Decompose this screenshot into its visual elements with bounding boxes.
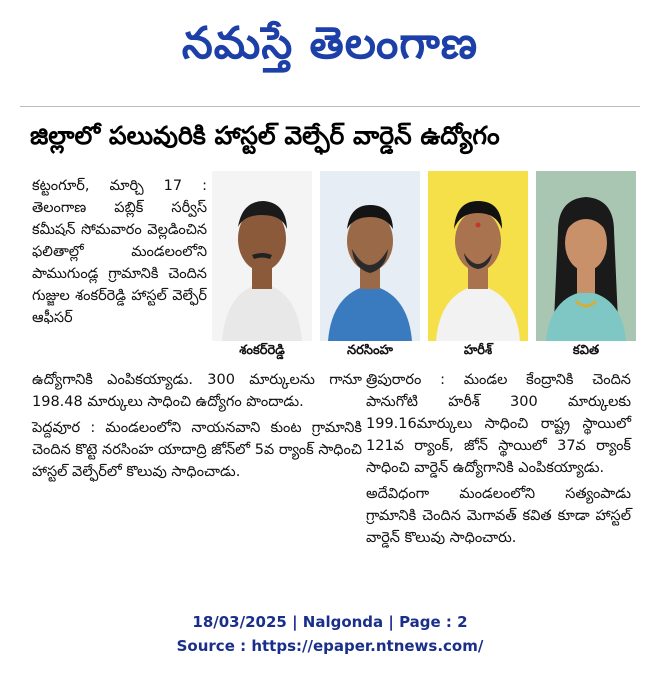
caption-shankar-reddy: శంకర్‌రెడ్డి xyxy=(239,343,285,358)
photo-kavitha xyxy=(536,171,636,341)
masthead xyxy=(0,0,660,98)
right-column xyxy=(366,369,631,553)
portrait-3 xyxy=(428,171,528,341)
caption-narasimha: నరసింహ xyxy=(347,343,393,358)
shankar-reddy-paragraph: ఉద్యోగానికి ఎంపికయ్యాడు. 300 మార్కులను గానూ 198.48 మార్కులు సాధించి ఉద్యోగం పొందాడు. xyxy=(32,372,362,410)
source-footer xyxy=(0,610,660,658)
news-clipping xyxy=(20,106,640,601)
kavitha-paragraph: అదేవిధంగా మండలంలోని సత్యంపాడు గ్రామానికి చెందిన మెగావత్ కవిత కూడా హాస్టల్ వార్డెన్ కొలువు సాధించారు. xyxy=(366,486,631,546)
footer-source-line: Source : https://epaper.ntnews.com/ xyxy=(176,637,484,655)
photo-harish xyxy=(428,171,528,341)
column-1-text: కట్టంగూర్, మార్చి 17 : తెలంగాణ పబ్లిక్ సర్వీస్ కమీషన్ సోమవారం వెల్లడించిన ఫలితాల్లో మండలంలోని పాముగుండ్ల గ్రామానికి చెందిన గుజ్జుల శంకర్‌రెడ్డి హాస్టల్ వెల్ఫేర్ ఆఫీసర్ xyxy=(32,178,207,326)
column-1 xyxy=(32,175,207,333)
photo-shankar-reddy xyxy=(212,171,312,341)
narasimha-paragraph: పెద్దవూర : మండలంలోని నాయనవాని కుంట గ్రామానికి చెందిన కొట్టె నరసింహ యాదాద్రి జోన్‌లో 5వ ర్యాంక్ సాధించి హాస్టల్ వెల్ఫేర్‌లో కొలువు సాధించాడు. xyxy=(32,420,362,480)
lower-left-column xyxy=(32,369,362,487)
portrait-1 xyxy=(212,171,312,341)
portrait-4 xyxy=(536,171,636,341)
harish-paragraph: త్రిపురారం : మండల కేంద్రానికి చెందిన పానుగోటి హరీశ్ 300 మార్కులకు 199.16మార్కులు సాధించి రాష్ట్ర స్థాయిలో 121వ ర్యాంక్, జోన్ స్థాయిలో 37వ ర్యాంక్ సాధించి వార్డెన్ ఉద్యోగానికి ఎంపికయ్యాడు. xyxy=(366,372,631,476)
photo-narasimha xyxy=(320,171,420,341)
footer-date-line: 18/03/2025 | Nalgonda | Page : 2 xyxy=(192,613,468,631)
caption-kavitha: కవిత xyxy=(572,343,600,358)
photo-strip xyxy=(212,171,632,361)
caption-harish: హరీశ్ xyxy=(463,343,493,358)
headline: జిల్లాలో పలువురికి హాస్టల్ వెల్ఫేర్ వార్డెన్ ఉద్యోగం xyxy=(30,121,500,150)
masthead-title: నమస్తే తెలంగాణ xyxy=(181,18,479,69)
portrait-2 xyxy=(320,171,420,341)
